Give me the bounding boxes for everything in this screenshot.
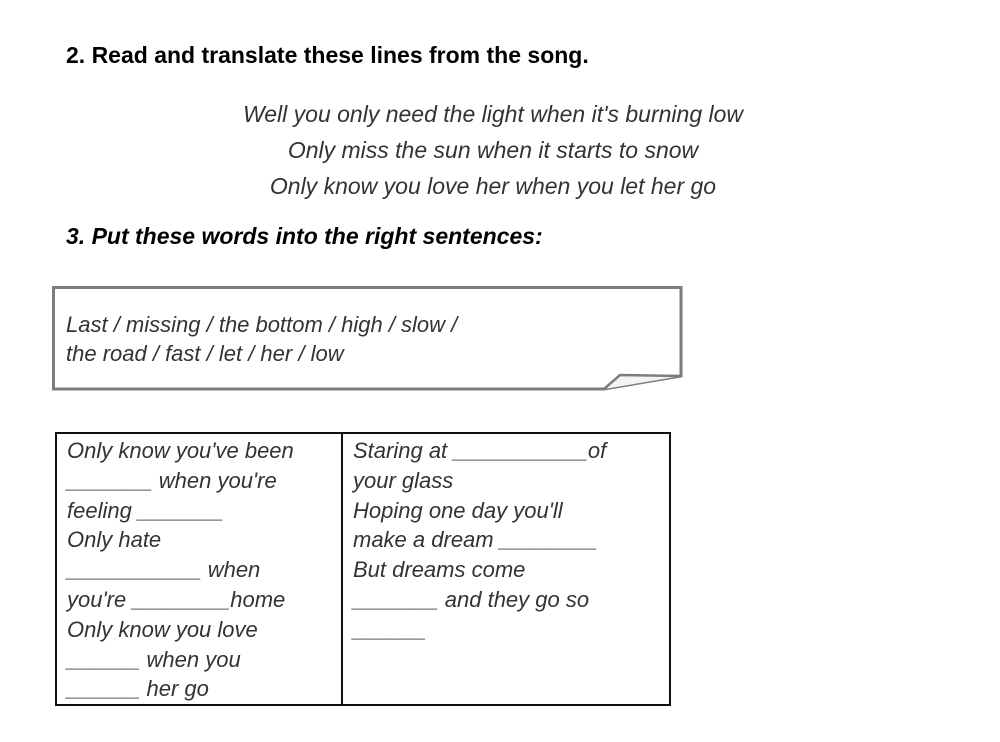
table-row [56, 433, 670, 705]
table-line: make a dream ________ [353, 527, 598, 553]
table-line: ______ [353, 616, 427, 642]
table-line: _______ when you're [67, 467, 277, 493]
lyric-line: Well you only need the light when it's burning low [242, 101, 744, 127]
table-line: ______ her go [67, 676, 209, 702]
table-line: Staring at ___________of [353, 438, 607, 463]
table-line: your glass [353, 467, 454, 493]
task-3-heading: 3. Put these words into the right sentences: [66, 223, 543, 249]
task-2-heading: 2. Read and translate these lines from the song. [66, 42, 589, 68]
word-bank-line: Last / missing / the bottom / high / slow / [66, 312, 458, 337]
table-line: Only know you love [67, 616, 258, 642]
lyric-line: Only know you love her when you let her go [269, 173, 717, 199]
right-column-cell [342, 433, 670, 705]
gap-fill-table [55, 432, 671, 706]
lyric-line: Only miss the sun when it starts to snow [287, 137, 699, 163]
song-lyrics [0, 96, 986, 204]
word-bank-line: the road / fast / let / her / low [66, 341, 344, 366]
word-bank-box [52, 286, 682, 390]
table-line: feeling _______ [67, 497, 224, 523]
table-line: Only know you've been [67, 438, 294, 463]
table-line: _______ and they go so [353, 586, 590, 612]
table-line: Hoping one day you'll [353, 497, 563, 523]
table-line: ______ when you [67, 646, 241, 672]
table-line: But dreams come [353, 557, 526, 583]
table-line: ___________ when [67, 557, 261, 583]
word-bank-text [66, 310, 457, 368]
table-line: Only hate [67, 527, 162, 553]
table-line: you're ________home [67, 586, 286, 612]
left-column-cell [56, 433, 342, 705]
